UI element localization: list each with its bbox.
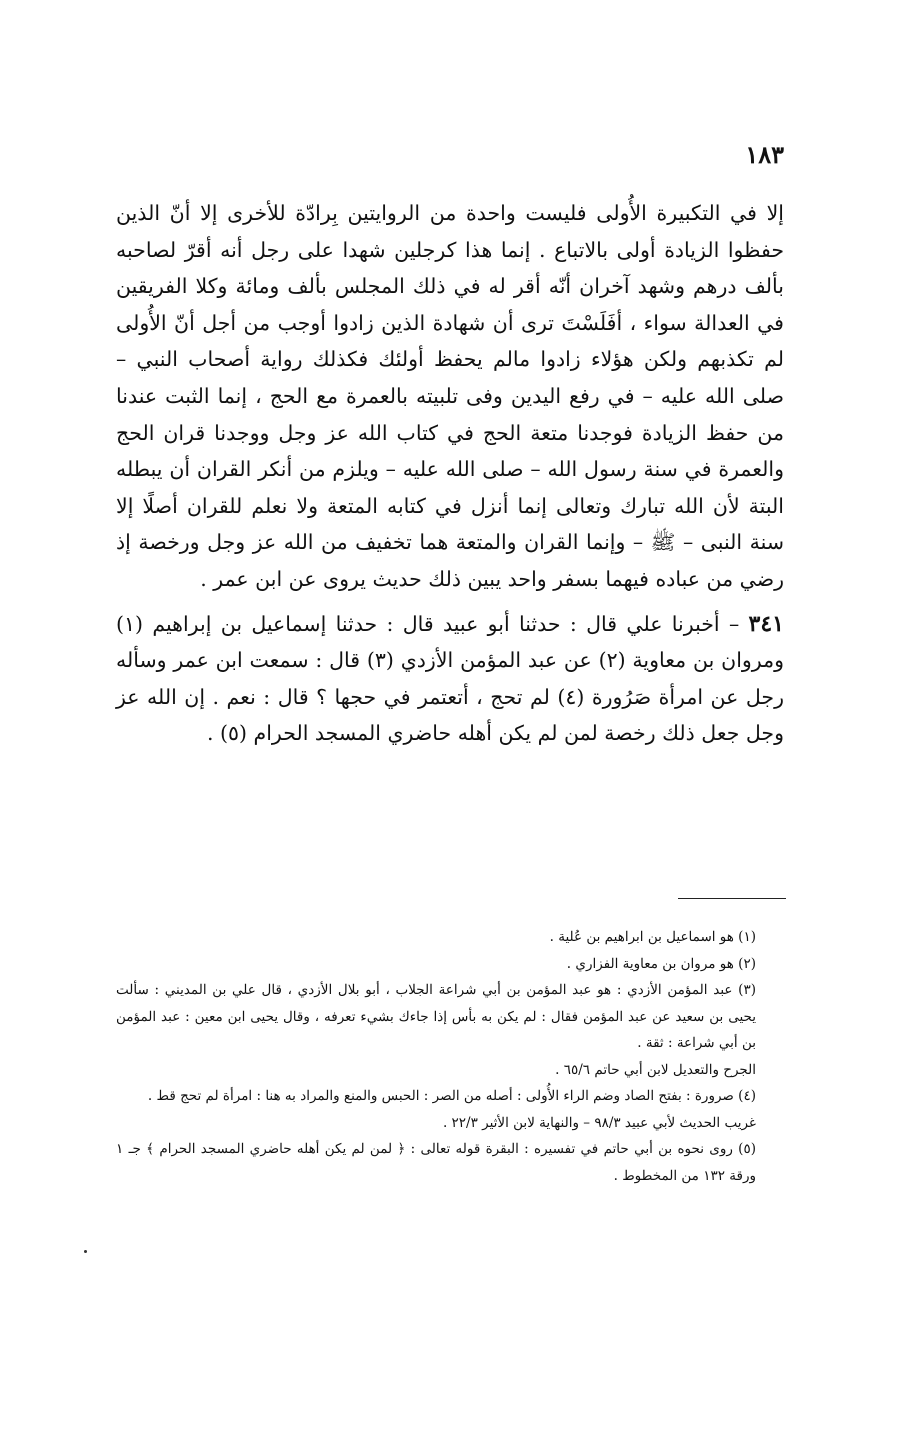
hadith-number: ٣٤١ — [748, 610, 784, 637]
footnote-4-reference: غريب الحديث لأبي عبيد ٩٨/٣ – والنهاية لابن الأثير ٢٢/٣ . — [442, 1114, 756, 1131]
hadith-text: – أخبرنا علي قال : حدثنا أبو عبيد قال : حدثنا إسماعيل بن إبراهيم (١) ومروان بن معاوية (٢) عن عبد المؤمن الأزدي (٣) قال : سمعت ابن عمر وسأله رجل عن امرأة صَرُورة (٤) لم تحج ، أتعتمر في حجها ؟ قال : نعم . إن الله عز وجل جعل ذلك رخصة لمن لم يكن أهله حاضري المسجد الحرام (٥) . — [116, 611, 784, 746]
footnote-3: (٣) عبد المؤمن الأزدي : هو عبد المؤمن بن أبي شراعة الجلاب ، أبو بلال الأزدي ، قال علي بن المديني : سألت يحيى بن سعيد عن عبد المؤمن فقال : لم يكن به بأس إذا جاءك بشيء تعرفه ، وقال يحيى ابن معين : عبد المؤمن بن أبي شراعة : ثقة . — [116, 982, 756, 1051]
stray-dot — [84, 1250, 87, 1253]
footnote-4: (٤) صرورة : بفتح الصاد وضم الراء الأُولى : أصله من الصر : الحبس والمنع والمراد به هنا : امرأة لم تحج قط . — [147, 1088, 756, 1104]
footnote-separator — [678, 898, 786, 899]
main-text — [116, 195, 784, 752]
footnote-5: (٥) روى نحوه بن أبي حاتم في تفسيره : البقرة قوله تعالى : ﴿ لمن لم يكن أهله حاضري المسجد الحرام ﴾ جـ ١ ورقة ١٣٢ من المخطوط . — [116, 1141, 756, 1184]
main-paragraph-2 — [116, 606, 784, 752]
footnotes — [116, 924, 784, 1189]
footnote-2: (٢) هو مروان بن معاوية الفزاري . — [566, 955, 756, 972]
footnote-3-reference: الجرح والتعديل لابن أبي حاتم ٦٥/٦ . — [555, 1061, 756, 1078]
page-number: ١٨٣ — [745, 140, 784, 169]
footnote-1: (١) هو اسماعيل بن ابراهيم بن عُلية . — [549, 929, 756, 945]
main-paragraph-1: إلا في التكبيرة الأُولى فليست واحدة من الروايتين بِرادّة للأخرى إلا أنّ الذين حفظوا الزيادة أولى بالاتباع . إنما هذا كرجلين شهدا على رجل أنه أقرّ لصاحبه بألف درهم وشهد آخران أنّه أقر له في ذلك المجلس بألف ومائة وكلا الفريقين في العدالة سواء ، أفَلَسْتَ ترى أن شهادة الذين زادوا أوجب من أجل أنّ الأُولى لم تكذبهم ولكن هؤلاء زادوا مالم يحفظ أولئك فكذلك رواية أصحاب النبي – صلى الله عليه – في رفع اليدين وفى تلبيته بالعمرة مع الحج ، إنما الثبت عندنا من حفظ الزيادة فوجدنا متعة الحج في كتاب الله عز وجل ووجدنا قران الحج والعمرة في سنة رسول الله – صلى الله عليه – ويلزم من أنكر القران أن يبطله البتة لأن الله تبارك وتعالى إنما أنزل في كتابه المتعة ولا نعلم للقران أصلًا إلا سنة النبى – ﷺ – وإنما القران والمتعة هما تخفيف من الله عز وجل ورخصة إذ رضي من عباده فيهما بسفر واحد يبين ذلك حديث يروى عن ابن عمر . — [116, 201, 784, 591]
